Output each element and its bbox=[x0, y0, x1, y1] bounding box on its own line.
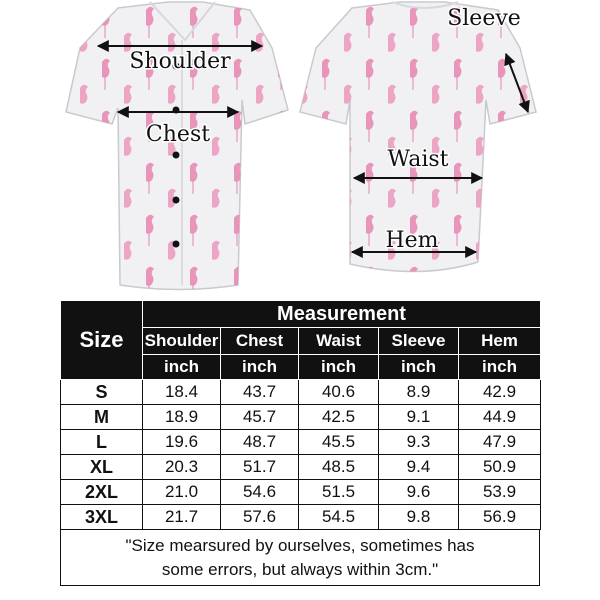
shirt-photo bbox=[0, 0, 600, 292]
table-cell: 51.5 bbox=[299, 480, 379, 505]
measurement-note bbox=[60, 530, 540, 586]
table-cell: 21.7 bbox=[143, 505, 221, 530]
note-line: "Size mearsured by ourselves, sometimes has bbox=[125, 535, 475, 555]
table-cell: 48.5 bbox=[299, 455, 379, 480]
table-cell: 56.9 bbox=[459, 505, 541, 530]
size-cell: 2XL bbox=[61, 480, 143, 505]
table-cell: 53.9 bbox=[459, 480, 541, 505]
size-cell: M bbox=[61, 405, 143, 430]
table-row bbox=[61, 455, 541, 480]
table-row bbox=[61, 430, 541, 455]
size-cell: 3XL bbox=[61, 505, 143, 530]
table-row bbox=[61, 380, 541, 405]
table-cell: 43.7 bbox=[221, 380, 299, 405]
note-line: some errors, but always within 3cm." bbox=[161, 559, 439, 579]
unit-header: inch bbox=[143, 355, 221, 380]
unit-header: inch bbox=[459, 355, 541, 380]
size-table bbox=[60, 300, 541, 530]
size-cell: L bbox=[61, 430, 143, 455]
size-cell: S bbox=[61, 380, 143, 405]
table-cell: 48.7 bbox=[221, 430, 299, 455]
table-cell: 18.9 bbox=[143, 405, 221, 430]
size-header: Size bbox=[61, 301, 143, 380]
table-cell: 9.4 bbox=[379, 455, 459, 480]
table-cell: 45.7 bbox=[221, 405, 299, 430]
table-cell: 42.5 bbox=[299, 405, 379, 430]
measurement-header: Measurement bbox=[143, 301, 541, 328]
table-cell: 9.6 bbox=[379, 480, 459, 505]
waist-label: Waist bbox=[387, 147, 449, 172]
hem-label: Hem bbox=[385, 228, 439, 253]
sleeve-label: Sleeve bbox=[447, 6, 521, 31]
chest-label: Chest bbox=[145, 122, 211, 147]
table-row bbox=[61, 405, 541, 430]
table-cell: 9.1 bbox=[379, 405, 459, 430]
table-cell: 20.3 bbox=[143, 455, 221, 480]
unit-header: inch bbox=[221, 355, 299, 380]
size-chart bbox=[60, 300, 540, 586]
column-header-shoulder: Shoulder bbox=[143, 328, 221, 355]
column-header-waist: Waist bbox=[299, 328, 379, 355]
table-row bbox=[61, 480, 541, 505]
unit-header: inch bbox=[379, 355, 459, 380]
table-cell: 51.7 bbox=[221, 455, 299, 480]
shoulder-label: Shoulder bbox=[129, 49, 231, 74]
table-cell: 45.5 bbox=[299, 430, 379, 455]
table-cell: 44.9 bbox=[459, 405, 541, 430]
table-cell: 19.6 bbox=[143, 430, 221, 455]
table-cell: 9.8 bbox=[379, 505, 459, 530]
table-cell: 57.6 bbox=[221, 505, 299, 530]
column-header-sleeve: Sleeve bbox=[379, 328, 459, 355]
table-cell: 9.3 bbox=[379, 430, 459, 455]
column-header-chest: Chest bbox=[221, 328, 299, 355]
table-cell: 40.6 bbox=[299, 380, 379, 405]
table-cell: 50.9 bbox=[459, 455, 541, 480]
table-cell: 8.9 bbox=[379, 380, 459, 405]
table-cell: 21.0 bbox=[143, 480, 221, 505]
table-cell: 54.5 bbox=[299, 505, 379, 530]
table-cell: 47.9 bbox=[459, 430, 541, 455]
table-row bbox=[61, 505, 541, 530]
column-header-hem: Hem bbox=[459, 328, 541, 355]
table-cell: 18.4 bbox=[143, 380, 221, 405]
table-cell: 54.6 bbox=[221, 480, 299, 505]
size-cell: XL bbox=[61, 455, 143, 480]
table-cell: 42.9 bbox=[459, 380, 541, 405]
unit-header: inch bbox=[299, 355, 379, 380]
